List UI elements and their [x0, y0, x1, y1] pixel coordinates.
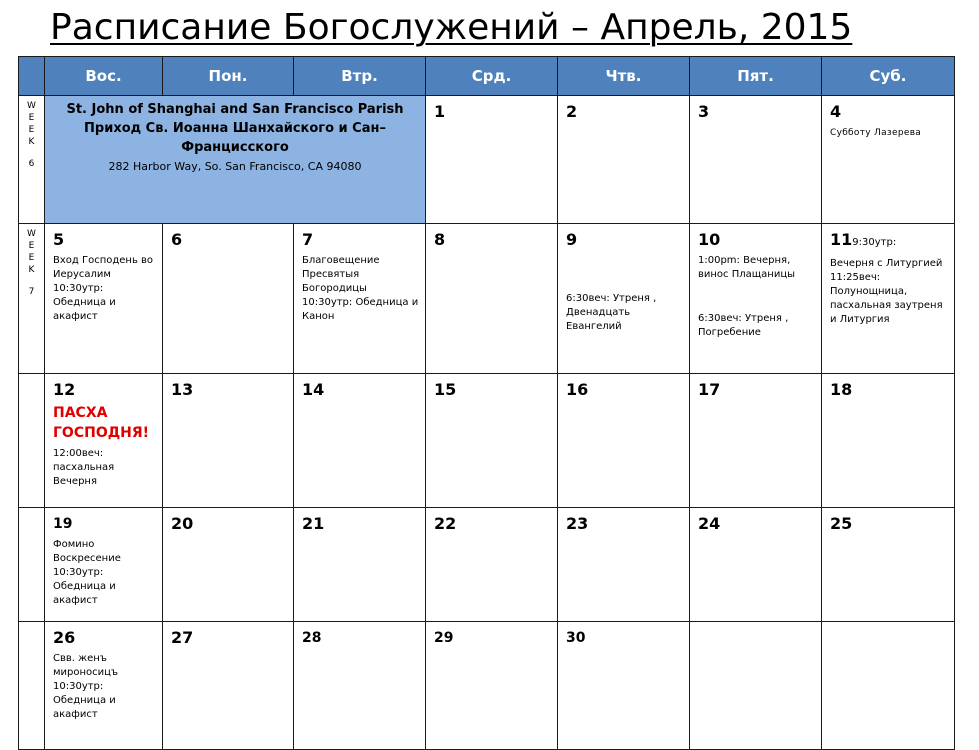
- parish-name-en: St. John of Shanghai and San Francisco Parish: [66, 102, 404, 117]
- header-fri: Пят.: [690, 57, 822, 96]
- week-label-empty: [19, 508, 45, 622]
- week-label-7: W E E K 7: [19, 224, 45, 374]
- week-label-empty: [19, 622, 45, 750]
- week-label-6: W E E K 6: [19, 96, 45, 224]
- service-note: Свв. женъ мироносицъ 10:30утр: Обедница и акафист: [53, 653, 119, 720]
- calendar-table: [18, 56, 955, 750]
- service-note: Вечерня с Литургией 11:25веч: Полунощница, пасхальная заутреня и Литургия: [830, 258, 943, 325]
- day-cell: 10 1:00pm: Вечерня, винос Плащаницы 6:30веч: Утреня , Погребение: [690, 224, 822, 374]
- service-note: Вход Господень во Иерусалим 10:30утр: Обедница и акафист: [53, 255, 154, 322]
- day-cell: 4 Субботу Лазерева: [822, 96, 955, 224]
- day-cell-empty: [690, 622, 822, 750]
- day-cell: 18: [822, 374, 955, 508]
- day-cell: 21: [294, 508, 426, 622]
- day-cell: 25: [822, 508, 955, 622]
- pascha-label: ПАСХА ГОСПОДНЯ!: [53, 405, 150, 441]
- service-time: 9:30утр:: [852, 237, 897, 248]
- header-thu: Чтв.: [558, 57, 690, 96]
- day-cell: 12 ПАСХА ГОСПОДНЯ! 12:00веч: пасхальная Вечерня: [45, 374, 163, 508]
- service-note: 12:00веч: пасхальная Вечерня: [53, 448, 115, 487]
- day-cell: 7 Благовещение Пресвятыя Богородицы 10:30утр: Обедница и Канон: [294, 224, 426, 374]
- service-note: 1:00pm: Вечерня, винос Плащаницы: [698, 255, 796, 280]
- day-cell: 6: [163, 224, 294, 374]
- parish-address: 282 Harbor Way, So. San Francisco, CA 94080: [108, 160, 362, 173]
- day-cell: 17: [690, 374, 822, 508]
- header-wed: Срд.: [426, 57, 558, 96]
- week-label-empty: [19, 374, 45, 508]
- header-mon: Пон.: [163, 57, 294, 96]
- day-cell: 14: [294, 374, 426, 508]
- service-note: 6:30веч: Утреня , Двенадцать Евангелий: [566, 293, 657, 332]
- day-cell: 22: [426, 508, 558, 622]
- day-cell: 9 6:30веч: Утреня , Двенадцать Евангелий: [558, 224, 690, 374]
- service-note: Фомино Воскресение 10:30утр: Обедница и акафист: [53, 539, 121, 606]
- day-cell: 5 Вход Господень во Иерусалим 10:30утр: Обедница и акафист: [45, 224, 163, 374]
- day-cell: 16: [558, 374, 690, 508]
- day-cell: 8: [426, 224, 558, 374]
- day-cell: 26 Свв. женъ мироносицъ 10:30утр: Обедница и акафист: [45, 622, 163, 750]
- day-cell: 2: [558, 96, 690, 224]
- day-cell: 24: [690, 508, 822, 622]
- service-note: Субботу Лазерева: [830, 128, 922, 138]
- day-cell: 119:30утр: Вечерня с Литургией 11:25веч: Полунощница, пасхальная заутреня и Литургия: [822, 224, 955, 374]
- header-sun: Вос.: [45, 57, 163, 96]
- parish-info: [45, 96, 426, 224]
- day-cell: 1: [426, 96, 558, 224]
- day-cell: 27: [163, 622, 294, 750]
- page-title: Расписание Богослужений – Апрель, 2015: [50, 7, 853, 48]
- day-cell: 13: [163, 374, 294, 508]
- service-note: Благовещение Пресвятыя Богородицы 10:30утр: Обедница и Канон: [302, 255, 419, 322]
- day-cell: 23: [558, 508, 690, 622]
- parish-name-ru: Приход Св. Иоанна Шанхайского и Сан–Францисского: [84, 121, 386, 155]
- day-cell: 20: [163, 508, 294, 622]
- header-corner: [19, 57, 45, 96]
- day-cell: 28: [294, 622, 426, 750]
- service-note: 6:30веч: Утреня , Погребение: [698, 313, 789, 338]
- day-cell: 19 Фомино Воскресение 10:30утр: Обедница и акафист: [45, 508, 163, 622]
- day-cell: 15: [426, 374, 558, 508]
- header-sat: Суб.: [822, 57, 955, 96]
- day-cell-empty: [822, 622, 955, 750]
- day-cell: 29: [426, 622, 558, 750]
- header-tue: Втр.: [294, 57, 426, 96]
- day-cell: 30: [558, 622, 690, 750]
- day-cell: 3: [690, 96, 822, 224]
